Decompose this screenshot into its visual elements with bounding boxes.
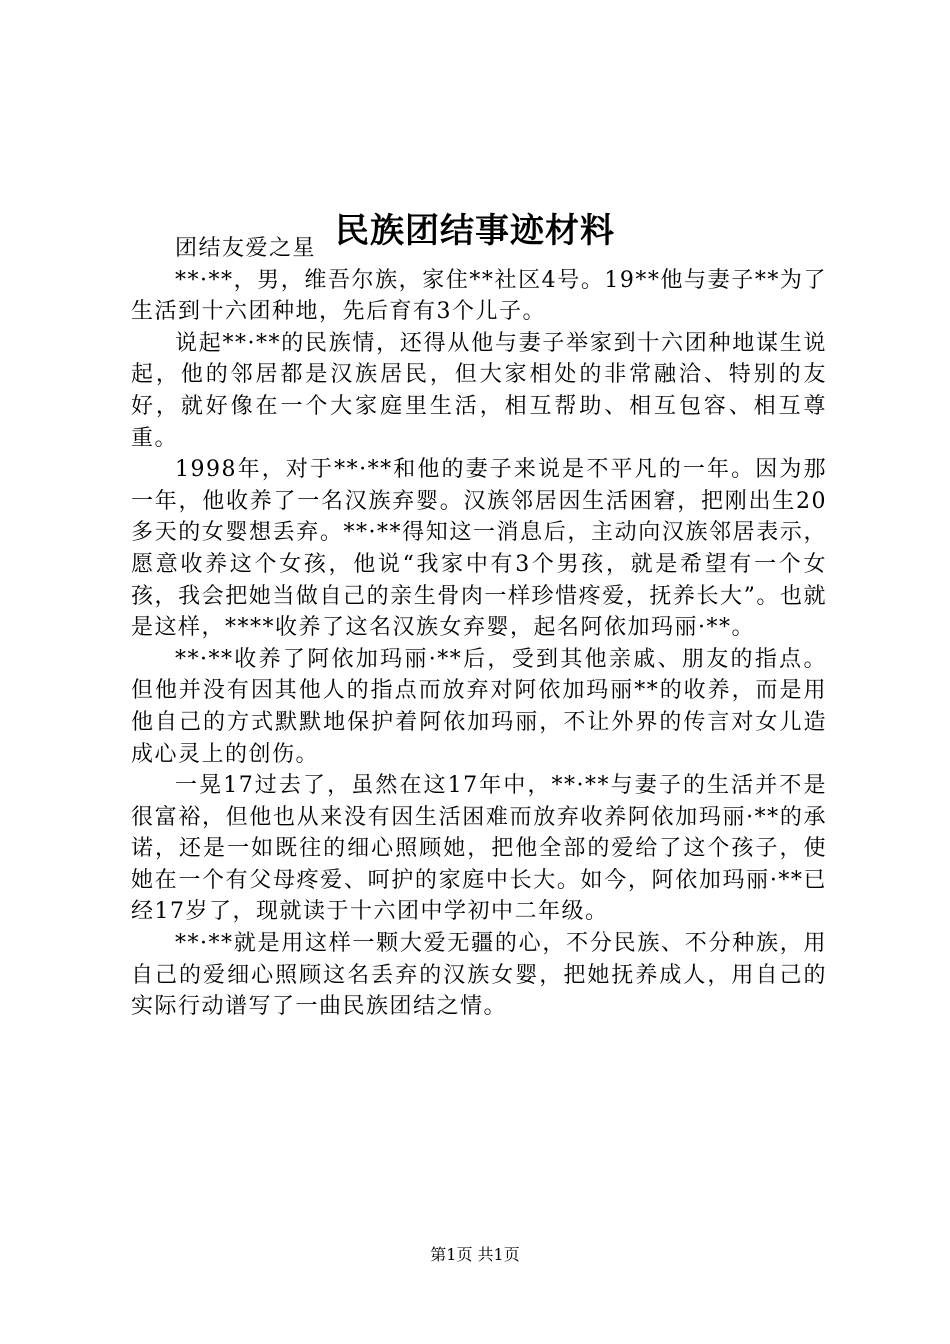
- paragraph-intro: **·**，男，维吾尔族，家住**社区4号。19**他与妻子**为了生活到十六团种地，先后育有3个儿子。: [131, 267, 827, 325]
- paragraph-subtitle: 团结友爱之星: [175, 236, 317, 261]
- page-footer: 第1页 共1页: [430, 1245, 520, 1264]
- paragraph-protection: **·**收养了阿依加玛丽·**后，受到其他亲戚、朋友的指点。但他并没有因其他人的指点而放弃对阿依加玛丽**的收养，而是用他自己的方式默默地保护着阿依加玛丽，不让外界的传言对女儿造成心灵上的创伤。: [131, 646, 827, 767]
- paragraph-seventeen-years: 一晃17过去了，虽然在这17年中，**·**与妻子的生活并不是很富裕，但他也从来没有因生活困难而放弃收养阿依加玛丽·**的承诺，还是一如既往的细心照顾她，把他全部的爱给了这个孩子，使她在一个有父母疼爱、呵护的家庭中长大。如今，阿依加玛丽·**已经17岁了，现就读于十六团中学初中二年级。: [131, 773, 827, 925]
- document-title: 民族团结事迹材料: [335, 210, 615, 251]
- paragraph-conclusion: **·**就是用这样一颗大爱无疆的心，不分民族、不分种族，用自己的爱细心照顾这名丢弃的汉族女婴，把她抚养成人，用自己的实际行动谱写了一曲民族团结之情。: [131, 931, 827, 1020]
- paragraph-neighbors: 说起**·**的民族情，还得从他与妻子举家到十六团种地谋生说起，他的邻居都是汉族居民，但大家相处的非常融洽、特别的友好，就好像在一个大家庭里生活，相互帮助、相互包容、相互尊重。: [131, 330, 827, 451]
- document-body: [131, 233, 827, 1023]
- paragraph-adoption: 1998年，对于**·**和他的妻子来说是不平凡的一年。因为那一年，他收养了一名汉族弃婴。汉族邻居因生活困窘，把刚出生20多天的女婴想丢弃。**·**得知这一消息后，主动向汉族邻居表示，愿意收养这个女孩，他说“我家中有3个男孩，就是希望有一个女孩，我会把她当做自己的亲生骨肉一样珍惜疼爱，抚养长大”。也就是这样，****收养了这名汉族女弃婴，起名阿依加玛丽·**。: [131, 457, 827, 641]
